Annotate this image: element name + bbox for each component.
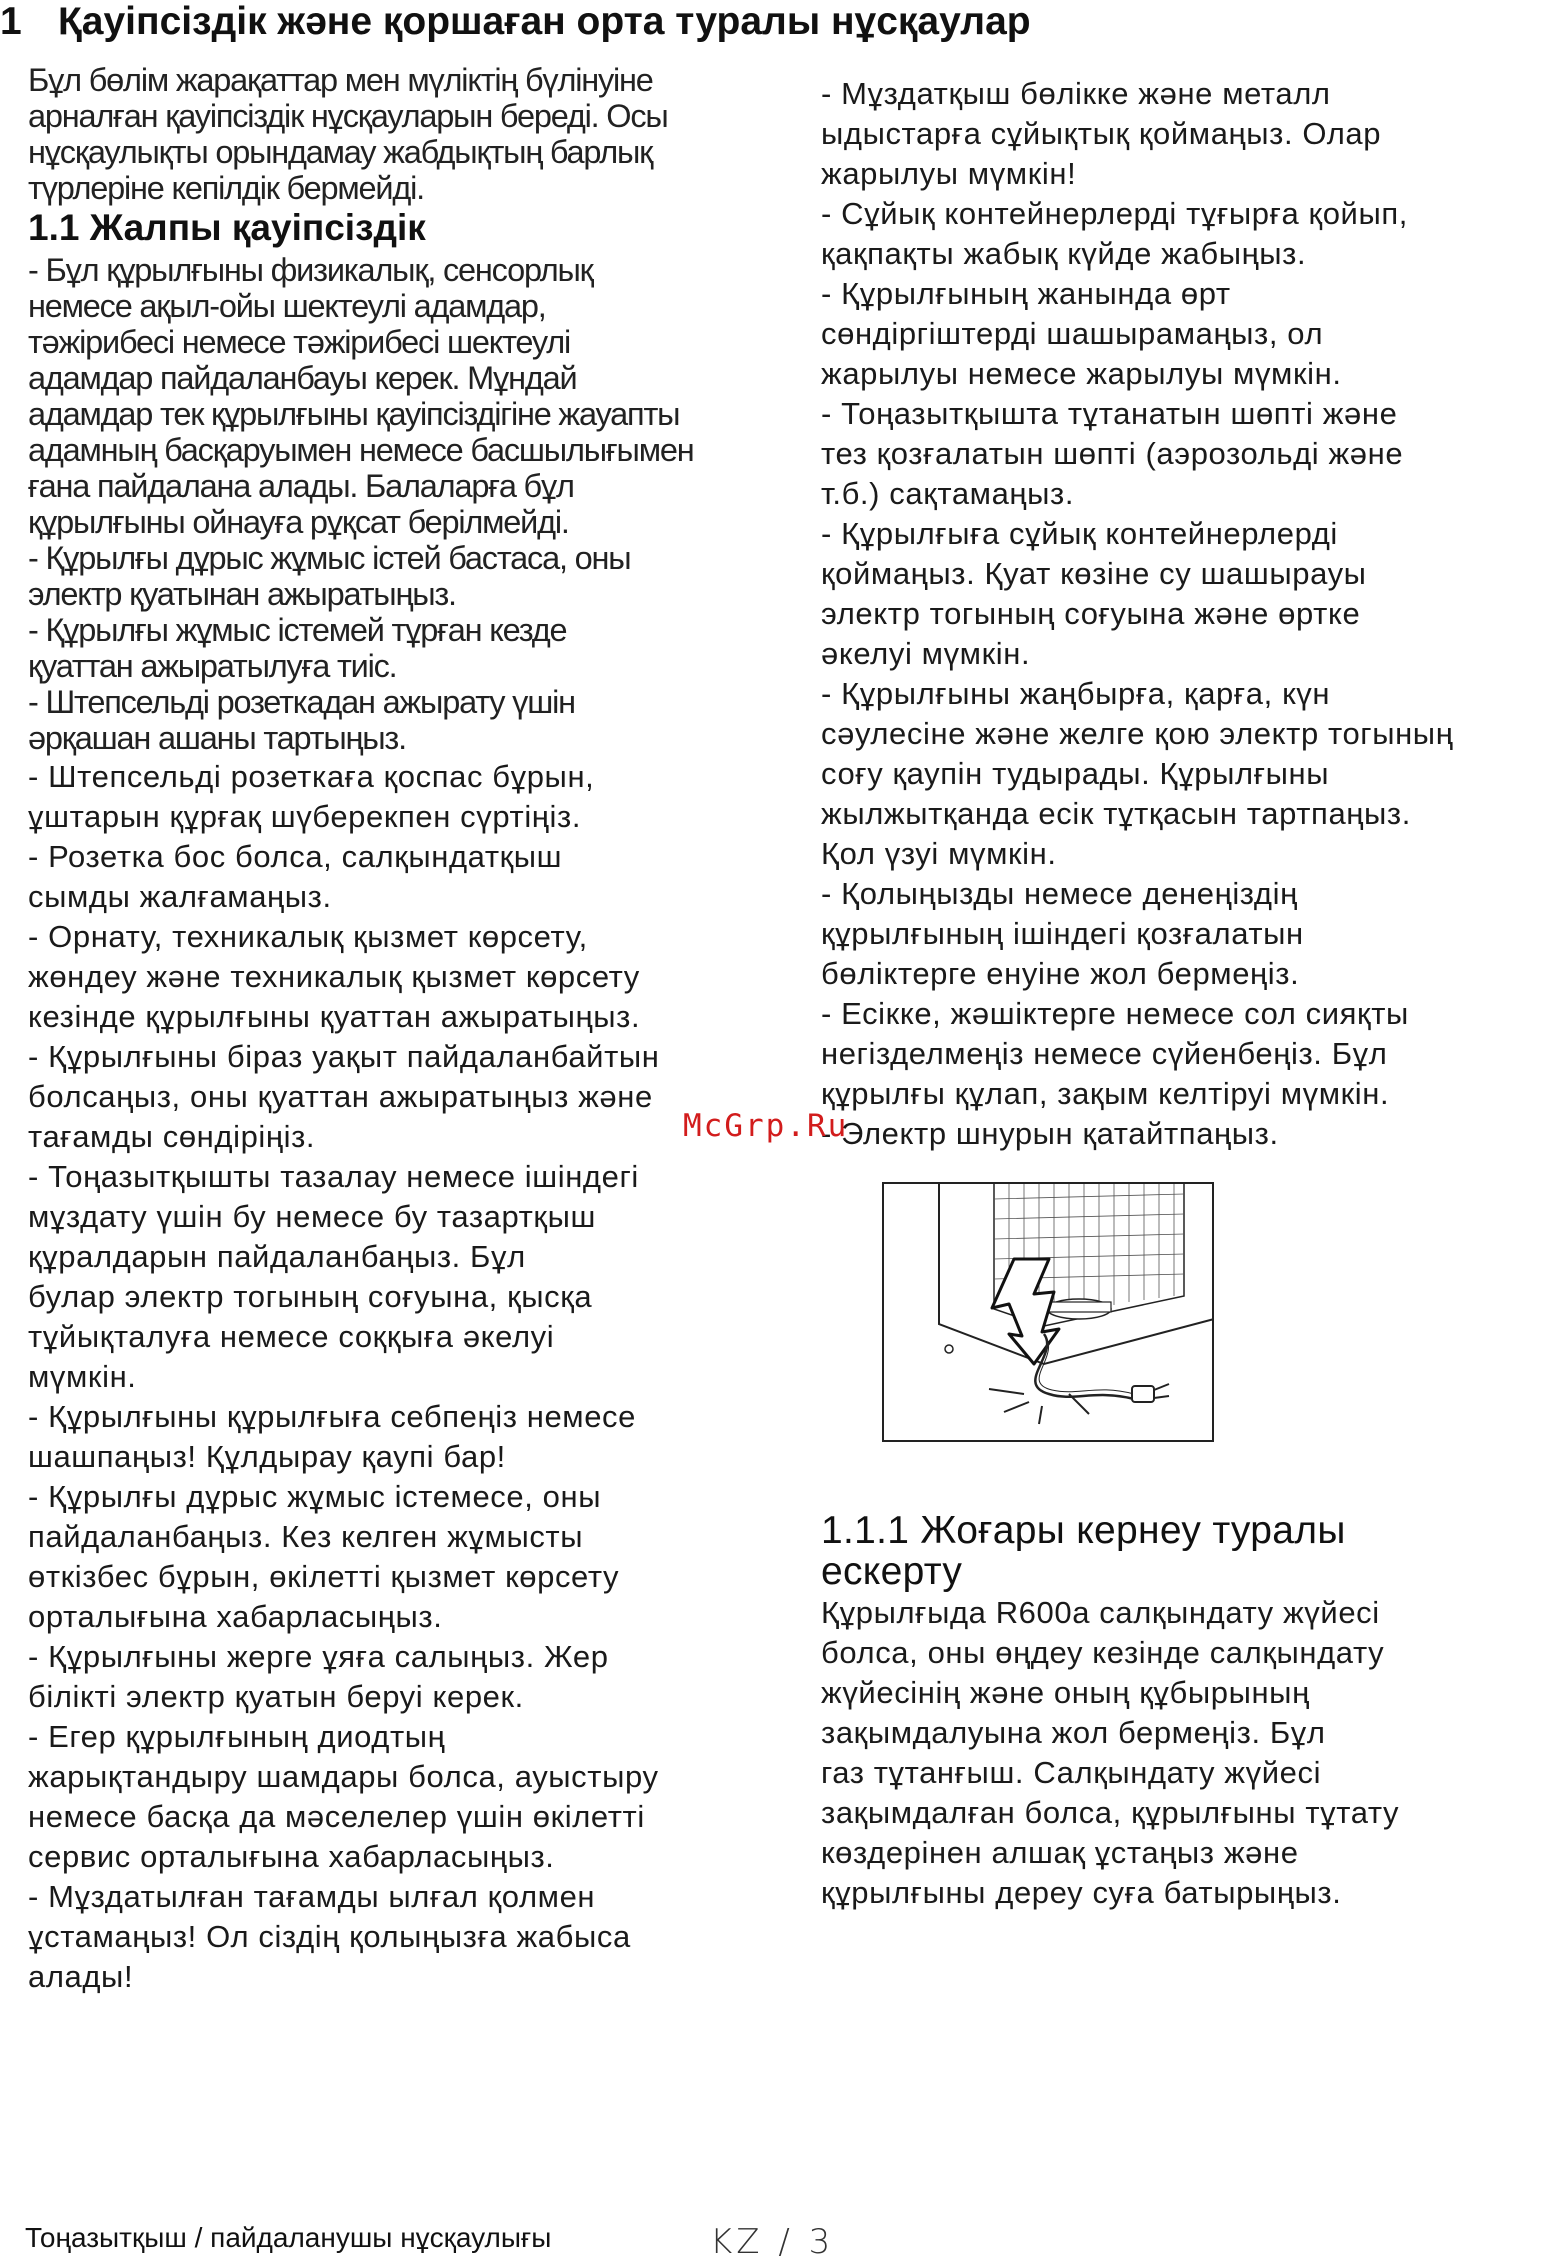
watermark: McGrp.Ru [683, 1108, 849, 1144]
section-number: 1 [0, 0, 22, 43]
safety-list-continued: - Мұздатқыш бөлікке және металл ыдыстарға сұйықтық қоймаңыз. Олар жарылуы мүмкін! - Сұйық контейнерлерді тұғырға қойып, қақпақты жабық күйде жабыңыз. - Құрылғының жанында өрт сөндіргіштерді шашырамаңыз, ол жарылуы немесе жарылуы мүмкін. - Тоңазытқышта тұтанатын шөпті және тез қозғалатын шөпті (аэрозольді және т.б.) сақтамаңыз. - Құрылғыға сұйық контейнерлерді қоймаңыз. Қуат көзіне су шашырауы электр тогының соғуына және өртке әкелуі мүмкін. - Құрылғыны жаңбырға, қарға, күн сәулесіне және желге қою электр тогының соғу қаупін тудырады. Құрылғыны жылжытқанда есік тұтқасын тартпаңыз. Қол үзуі мүмкін. - Қолыңызды немесе денеңіздің құрылғының ішіндегі қозғалатын бөліктерге енуіне жол бермеңіз. - Есікке, жәшіктерге немесе сол сияқты негізделмеңіз немесе сүйенбеңіз. Бұл құрылғы құлап, зақым келтіруі мүмкін. - Электр шнурын қатайтпаңыз. [821, 76, 1454, 1151]
fridge-cord-drawing [884, 1184, 1214, 1442]
section-title: Қауіпсіздік және қоршаған орта туралы нұсқаулар [58, 0, 1031, 43]
general-safety-text-2: - Штепсельді розеткаға қоспас бұрын, ұштарын құрғақ шүберекпен сүртіңіз. - Розетка бос болса, салқындатқыш сымды жалғамаңыз. - Орнату, техникалық қызмет көрсету, жөндеу және техникалық қызмет көрсету кезінде құрылғыны қуаттан ажыратыңыз. - Құрылғыны біраз уақыт пайдаланбайтын болсаңыз, оны қуаттан ажыратыңыз және тағамды сөндіріңіз. - Тоңазытқышты тазалау немесе ішіндегі мұздату үшін бу немесе бу тазартқыш құралдарын пайдаланбаңыз. Бұл булар электр тогының соғуына, қысқа тұйықталуға немесе соққыға әкелуі мүмкін. - Құрылғыны құрылғыға себпеңіз немесе шашпаңыз! Құлдырау қаупі бар! - Құрылғы дұрыс жұмыс істемесе, оны пайдаланбаңыз. Кез келген жұмысты өткізбес бұрын, өкілетті қызмет көрсету орталығына хабарласыңыз. - Құрылғыны жерге ұяға салыңыз. Жер білікті электр қуатын беруі керек. - Егер құрылғының диодтың жарықтандыру шамдары болса, ауыстыру немесе басқа да мәселелер үшін өкілетті сервис орталығына хабарласыңыз. - Мұздатылған тағамды ылғал қолмен ұстамаңыз! Ол сіздің қолыңызға жабыса алады! [28, 759, 660, 1994]
high-voltage-text: Құрылғыда R600a салқындату жүйесі болса, оны өңдеу кезінде салқындату жүйесінің және оның құбырының зақымдалуына жол бермеңіз. Бұл газ тұтанғыш. Салқындату жүйесі зақымдалған болса, құрылғыны тұтату көздерінен алшақ ұстаңыз және құрылғыны дереу суға батырыңыз. [821, 1595, 1400, 1910]
page-number: KZ / 3 [710, 2222, 835, 2262]
general-safety-text-1: - Бұл құрылғыны физикалық, сенсорлық немесе ақыл-ойы шектеулі адамдар, тәжірибесі немесе тәжірибесі шектеулі адамдар пайдаланбауы керек. Мұндай адамдар тек құрылғыны қауіпсіздігіне жауапты адамның басқаруымен немесе басшылығымен ғана пайдалана алады. Балаларға бұл құрылғыны ойнауға рұқсат берілмейді. - Құрылғы дұрыс жұмыс істей бастаса, оны электр қуатынан ажыратыңыз. - Құрылғы жұмыс істемей тұрған кезде қуаттан ажыратылуға тиіс. - Штепсельді розеткадан ажырату үшін әрқашан ашаны тартыңыз. [28, 252, 694, 756]
footer-title: Тоңазытқыш / пайдаланушы нұсқаулығы [25, 2222, 552, 2253]
page-title [0, 0, 1553, 44]
power-cord-illustration [882, 1182, 1214, 1442]
high-voltage-heading: 1.1.1 Жоғары кернеу туралы ескерту [821, 1509, 1346, 1593]
intro-paragraph: Бұл бөлім жарақаттар мен мүліктің бүлінуіне арналған қауіпсіздік нұсқауларын береді. Осы нұсқаулықты орындамау жабдықтың барлық түрлеріне кепілдік бермейді. [28, 62, 668, 206]
general-safety-heading: 1.1 Жалпы қауіпсіздік [28, 207, 426, 248]
page-footer [25, 2222, 835, 2262]
